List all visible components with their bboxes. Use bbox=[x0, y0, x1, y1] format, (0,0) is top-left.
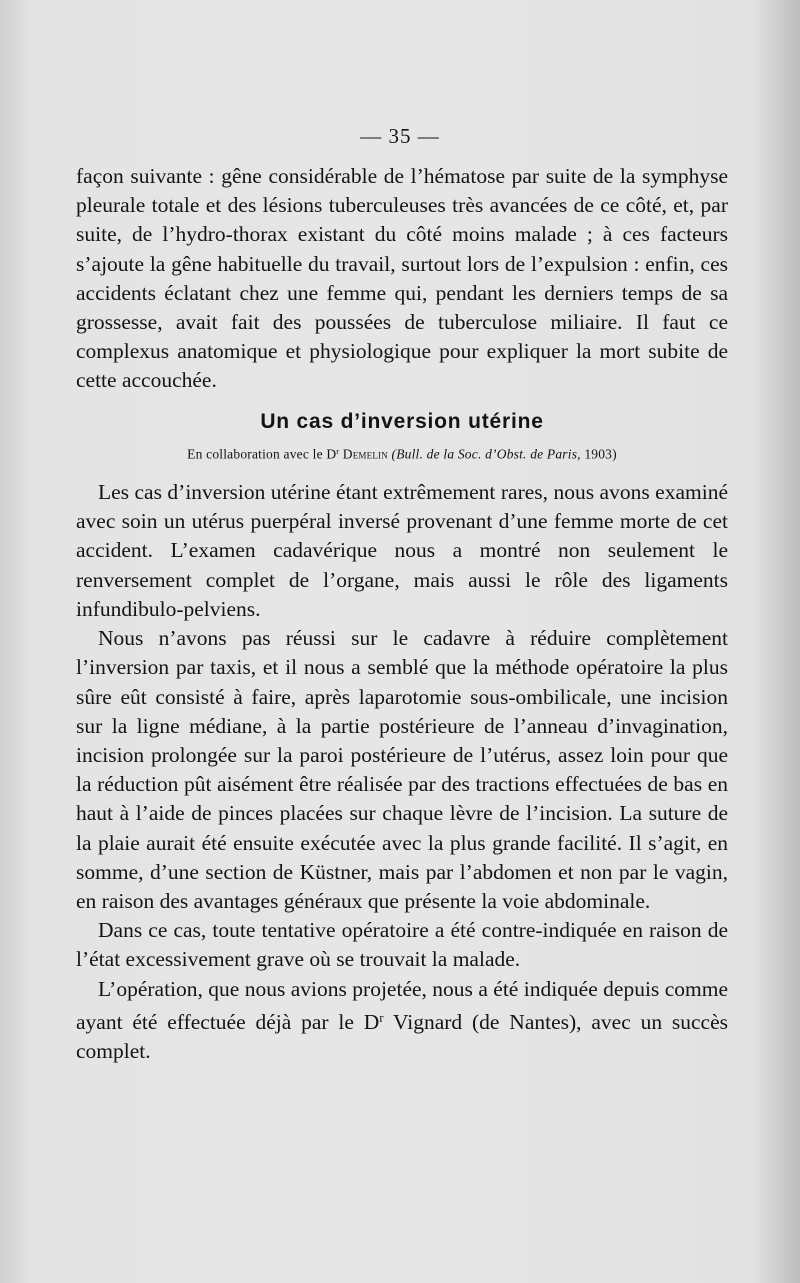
byline-source: (Bull. de la Soc. d’Obst. de Paris, bbox=[391, 446, 581, 462]
section-paragraph-4 bbox=[76, 975, 728, 1067]
byline-author: Demelin bbox=[342, 446, 388, 462]
section-paragraph-1: Les cas d’inversion utérine étant extrêmement rares, nous avons examiné avec soin un utérus puerpéral inversé provenant d’une femme morte de cet accident. L’examen cadavérique nous a montré non seulement le renversement complet de l’organe, mais aussi le rôle des ligaments infundibulo-pelviens. bbox=[76, 480, 728, 621]
section-paragraph-3: Dans ce cas, toute tentative opératoire a été contre-indiquée en raison de l’état excessivement grave où se trouvait la malade. bbox=[76, 918, 728, 972]
paragraph-4-text-before: L’opération, que nous avions projetée, nous a été indiquée depuis comme ayant été effectuée déjà par le D bbox=[76, 976, 728, 1034]
page-content bbox=[76, 162, 728, 1066]
section-paragraph-2: Nous n’avons pas réussi sur le cadavre à réduire complètement l’inversion par taxis, et il nous a semblé que la méthode opératoire la plus sûre eût consisté à faire, après laparotomie sous-ombilicale, une incision sur la ligne médiane, à la partie postérieure de l’anneau d’invagination, incision prolongée sur la paroi postérieure de l’utérus, assez loin pour que la réduction pût aisément être réalisée par des tractions effectuées de bas en haut à l’aide de pinces placées sur chaque lèvre de l’incision. La suture de la plaie aurait été ensuite exécutée avec la plus grande facilité. Il s’agit, en somme, d’une section de Küstner, mais par l’abdomen et non par le vagin, en raison des avantages généraux que présente la voie abdominale. bbox=[76, 626, 728, 913]
byline-year: 1903) bbox=[584, 446, 617, 462]
section-byline bbox=[76, 442, 728, 464]
paragraph-4-text-after: Vignard (de Nantes), avec un succès complet. bbox=[76, 1009, 729, 1064]
paragraph-4-sup: r bbox=[379, 1010, 384, 1025]
page-number: — 35 — bbox=[360, 124, 440, 148]
byline-title-sup: r bbox=[336, 446, 340, 456]
intro-paragraph: façon suivante : gêne considérable de l’hématose par suite de la symphyse pleurale totale et des lésions tuberculeuses très avancées de ce côté, et, par suite, de l’hydro-thorax existant du côté moins malade ; à ces facteurs s’ajoute la gêne habituelle du travail, surtout lors de l’expulsion : enfin, ces accidents éclatant chez une femme qui, pendant les derniers temps de sa grossesse, avait fait des poussées de tuberculose miliaire. Il faut ce complexus anatomique et physiologique pour expliquer la mort subite de cette accouchée. bbox=[76, 164, 728, 393]
byline-prefix: En collaboration avec le D bbox=[187, 446, 337, 462]
section-title: Un cas d’inversion utérine bbox=[260, 409, 544, 433]
